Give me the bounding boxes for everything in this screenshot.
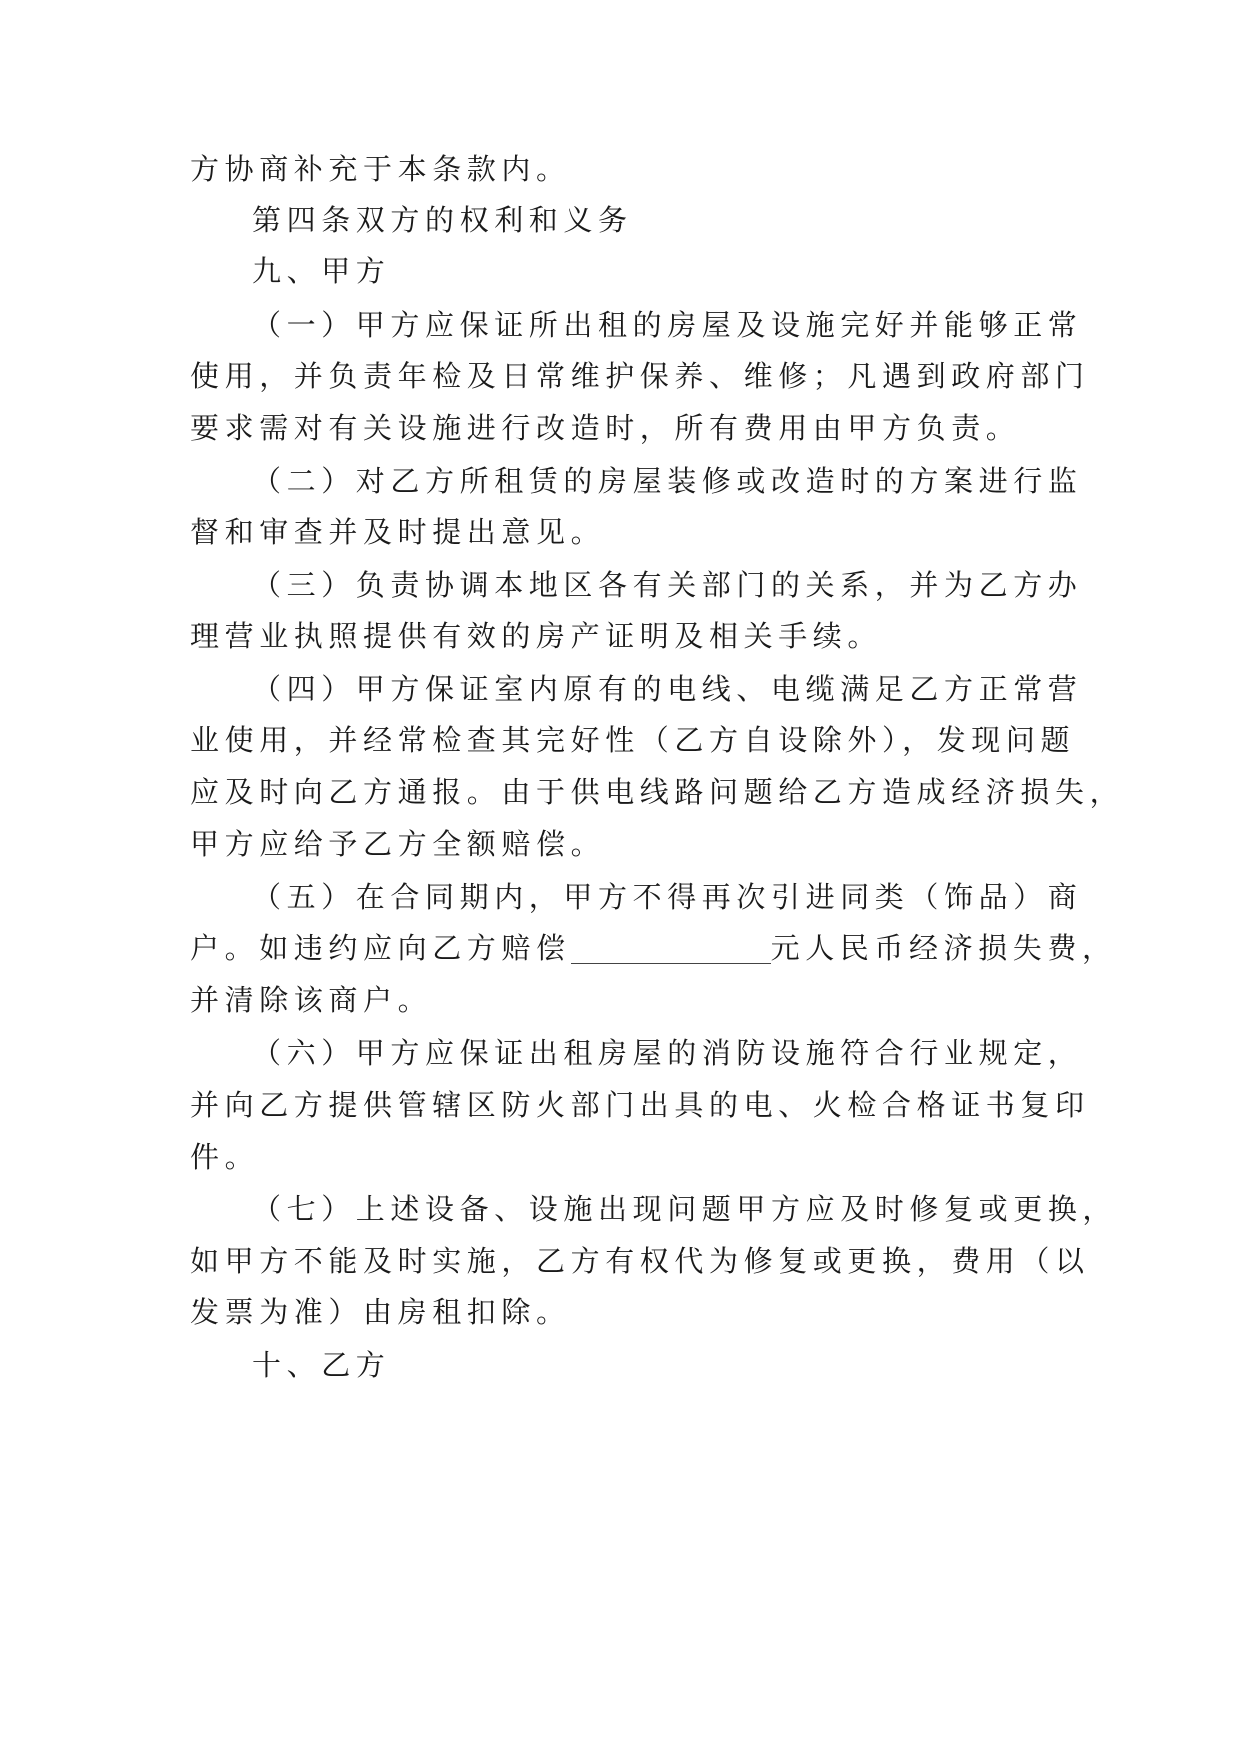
text-line: 并向乙方提供管辖区防火部门出具的电、火检合格证书复印 — [190, 1088, 1090, 1122]
text-line: （七）上述设备、设施出现问题甲方应及时修复或更换， — [252, 1192, 1118, 1226]
text-segment: 户。如违约应向乙方赔偿 — [190, 931, 571, 965]
text-line: （一）甲方应保证所出租的房屋及设施完好并能够正常 — [252, 308, 1083, 342]
text-line: 要求需对有关设施进行改造时，所有费用由甲方负责。 — [190, 411, 1021, 445]
text-line-with-blank — [190, 920, 1117, 976]
text-line: （四）甲方保证室内原有的电线、电缆满足乙方正常营 — [252, 672, 1083, 706]
text-line: 甲方应给予乙方全额赔偿。 — [190, 827, 606, 861]
text-line: 并清除该商户。 — [190, 983, 433, 1017]
text-line: 理营业执照提供有效的房产证明及相关手续。 — [190, 619, 883, 653]
text-line: 业使用，并经常检查其完好性（乙方自设除外），发现问题 — [190, 723, 1076, 757]
text-line: 件。 — [190, 1140, 260, 1174]
text-line: 督和审查并及时提出意见。 — [190, 515, 606, 549]
text-line: 应及时向乙方通报。由于供电线路问题给乙方造成经济损失， — [190, 775, 1125, 809]
text-line: （六）甲方应保证出租房屋的消防设施符合行业规定， — [252, 1036, 1083, 1070]
text-line: 方协商补充于本条款内。 — [190, 152, 571, 186]
text-line: 如甲方不能及时实施，乙方有权代为修复或更换，费用（以 — [190, 1244, 1090, 1278]
text-line: 使用，并负责年检及日常维护保养、维修；凡遇到政府部门 — [190, 359, 1090, 393]
text-line: （二）对乙方所租赁的房屋装修或改造时的方案进行监 — [252, 464, 1083, 498]
section-heading-party-b: 十、乙方 — [252, 1348, 391, 1382]
text-line: （三）负责协调本地区各有关部门的关系，并为乙方办 — [252, 568, 1083, 602]
text-line: 发票为准）由房租扣除。 — [190, 1295, 571, 1329]
text-segment: 元人民币经济损失费， — [770, 931, 1117, 965]
fill-in-blank — [571, 931, 771, 964]
text-line: （五）在合同期内，甲方不得再次引进同类（饰品）商 — [252, 880, 1083, 914]
article-heading: 第四条双方的权利和义务 — [252, 203, 633, 237]
section-heading-party-a: 九、甲方 — [252, 254, 391, 288]
